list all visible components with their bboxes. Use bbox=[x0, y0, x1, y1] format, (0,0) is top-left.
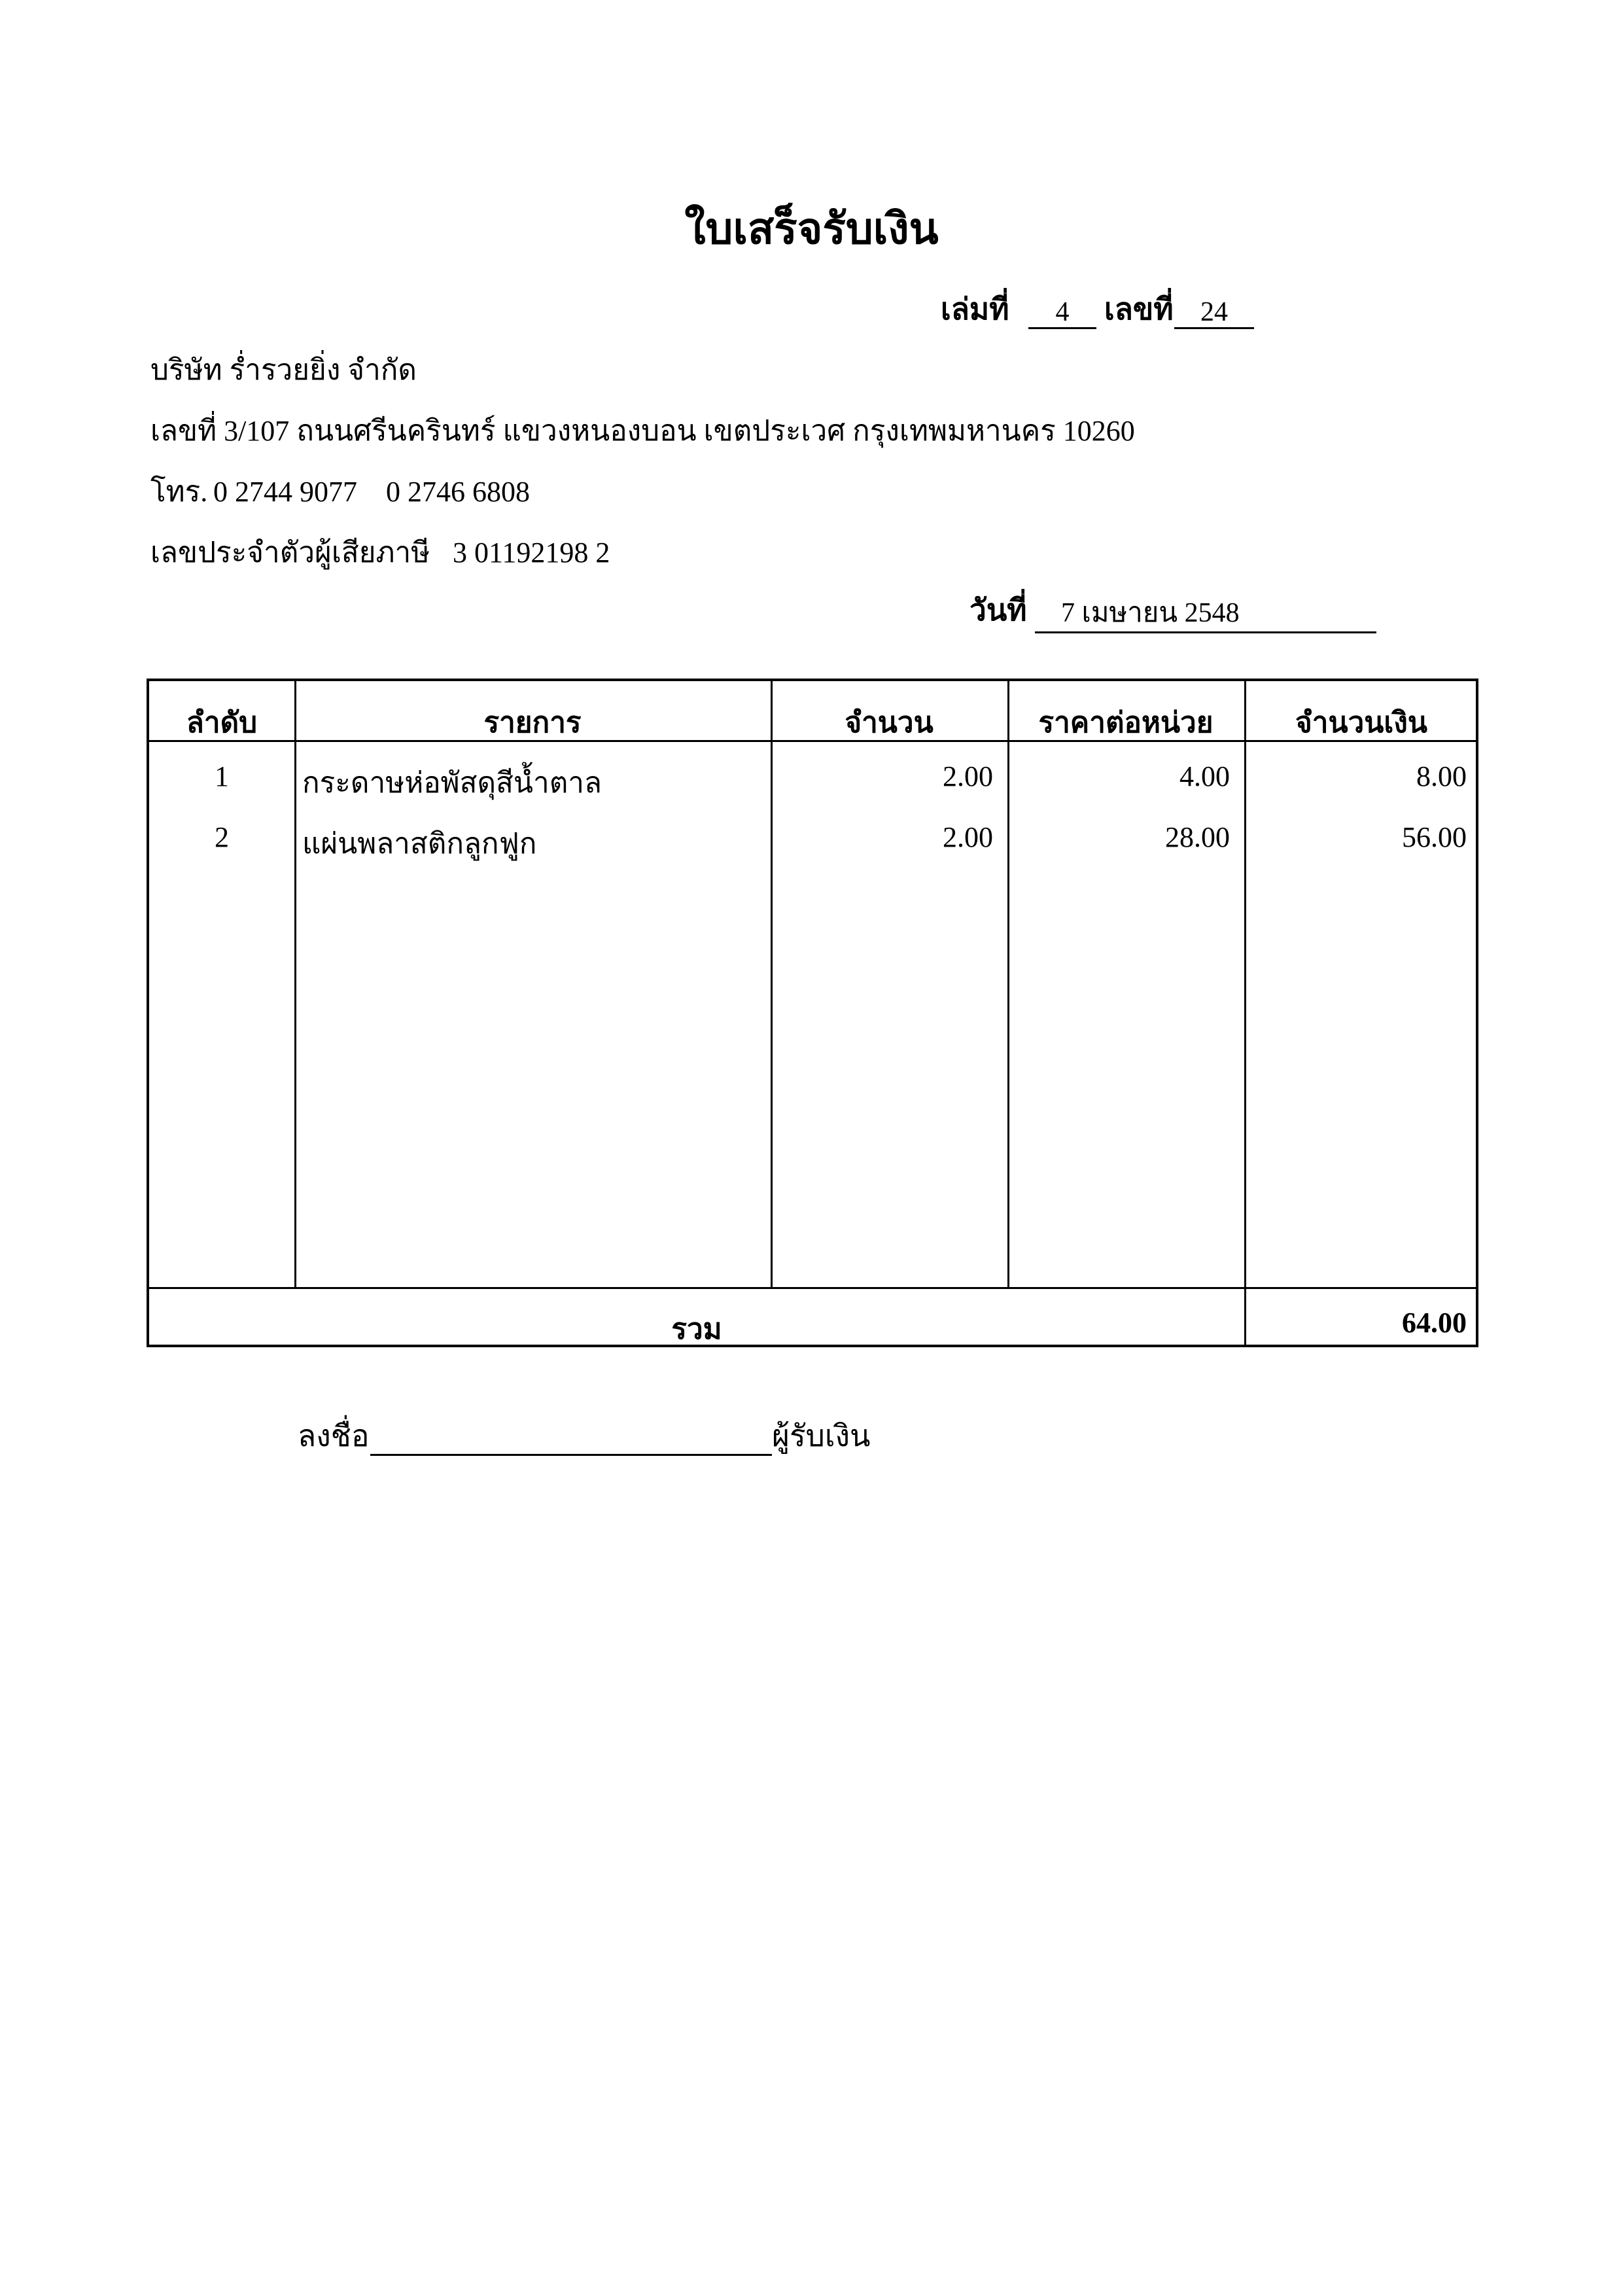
company-address: เลขที่ 3/107 ถนนศรีนครินทร์ แขวงหนองบอน เขตประเวศ กรุงเทพมหานคร 10260 bbox=[150, 415, 1135, 447]
row-1-qty: 2.00 bbox=[943, 760, 993, 792]
date-underline bbox=[1035, 631, 1376, 633]
document-title: ใบเสร็จรับเงิน bbox=[684, 205, 939, 253]
row-1-item: กระดาษห่อพัสดุสีน้ำตาล bbox=[302, 767, 602, 799]
tax-id: 3 01192198 2 bbox=[453, 537, 610, 569]
signature-label: ลงชื่อ bbox=[298, 1419, 370, 1453]
row-2-item: แผ่นพลาสติกลูกฟูก bbox=[302, 828, 537, 860]
items-table bbox=[147, 679, 1478, 1347]
date-label: วันที่ bbox=[969, 593, 1027, 627]
row-1-unit-price: 4.00 bbox=[1179, 760, 1230, 792]
header-unit-price: ราคาต่อหน่วย bbox=[1038, 707, 1213, 739]
receipt-number-underline bbox=[1174, 327, 1254, 329]
book-number-underline bbox=[1028, 327, 1096, 329]
row-1-amount: 8.00 bbox=[1416, 760, 1467, 792]
row-2-qty: 2.00 bbox=[943, 821, 993, 853]
col-divider-1 bbox=[294, 681, 296, 1287]
header-no: ลำดับ bbox=[186, 707, 258, 739]
total-amount: 64.00 bbox=[1402, 1307, 1467, 1339]
row-2-unit-price: 28.00 bbox=[1165, 821, 1230, 853]
book-number: 4 bbox=[1055, 297, 1070, 327]
row-1-no: 1 bbox=[215, 760, 229, 792]
signature-line bbox=[370, 1454, 772, 1456]
phone-2: 0 2746 6808 bbox=[386, 476, 530, 508]
row-2-amount: 56.00 bbox=[1402, 821, 1467, 853]
tax-id-label: เลขประจำตัวผู้เสียภาษี bbox=[150, 537, 430, 569]
number-label: เลขที่ bbox=[1104, 292, 1174, 326]
header-item: รายการ bbox=[483, 707, 582, 739]
total-divider bbox=[149, 1287, 1476, 1289]
header-amount: จำนวนเงิน bbox=[1295, 707, 1427, 739]
receipt-number: 24 bbox=[1200, 297, 1228, 327]
phone-label: โทร. bbox=[150, 476, 208, 508]
receipt-date: 7 เมษายน 2548 bbox=[1061, 598, 1240, 628]
phone-1: 0 2744 9077 bbox=[213, 476, 357, 508]
header-qty: จำนวน bbox=[845, 707, 934, 739]
row-2-no: 2 bbox=[215, 821, 229, 853]
signature-role: ผู้รับเงิน bbox=[772, 1419, 871, 1453]
total-label: รวม bbox=[671, 1313, 722, 1345]
book-label: เล่มที่ bbox=[941, 292, 1009, 326]
company-name: บริษัท ร่ำรวยยิ่ง จำกัด bbox=[150, 354, 417, 386]
